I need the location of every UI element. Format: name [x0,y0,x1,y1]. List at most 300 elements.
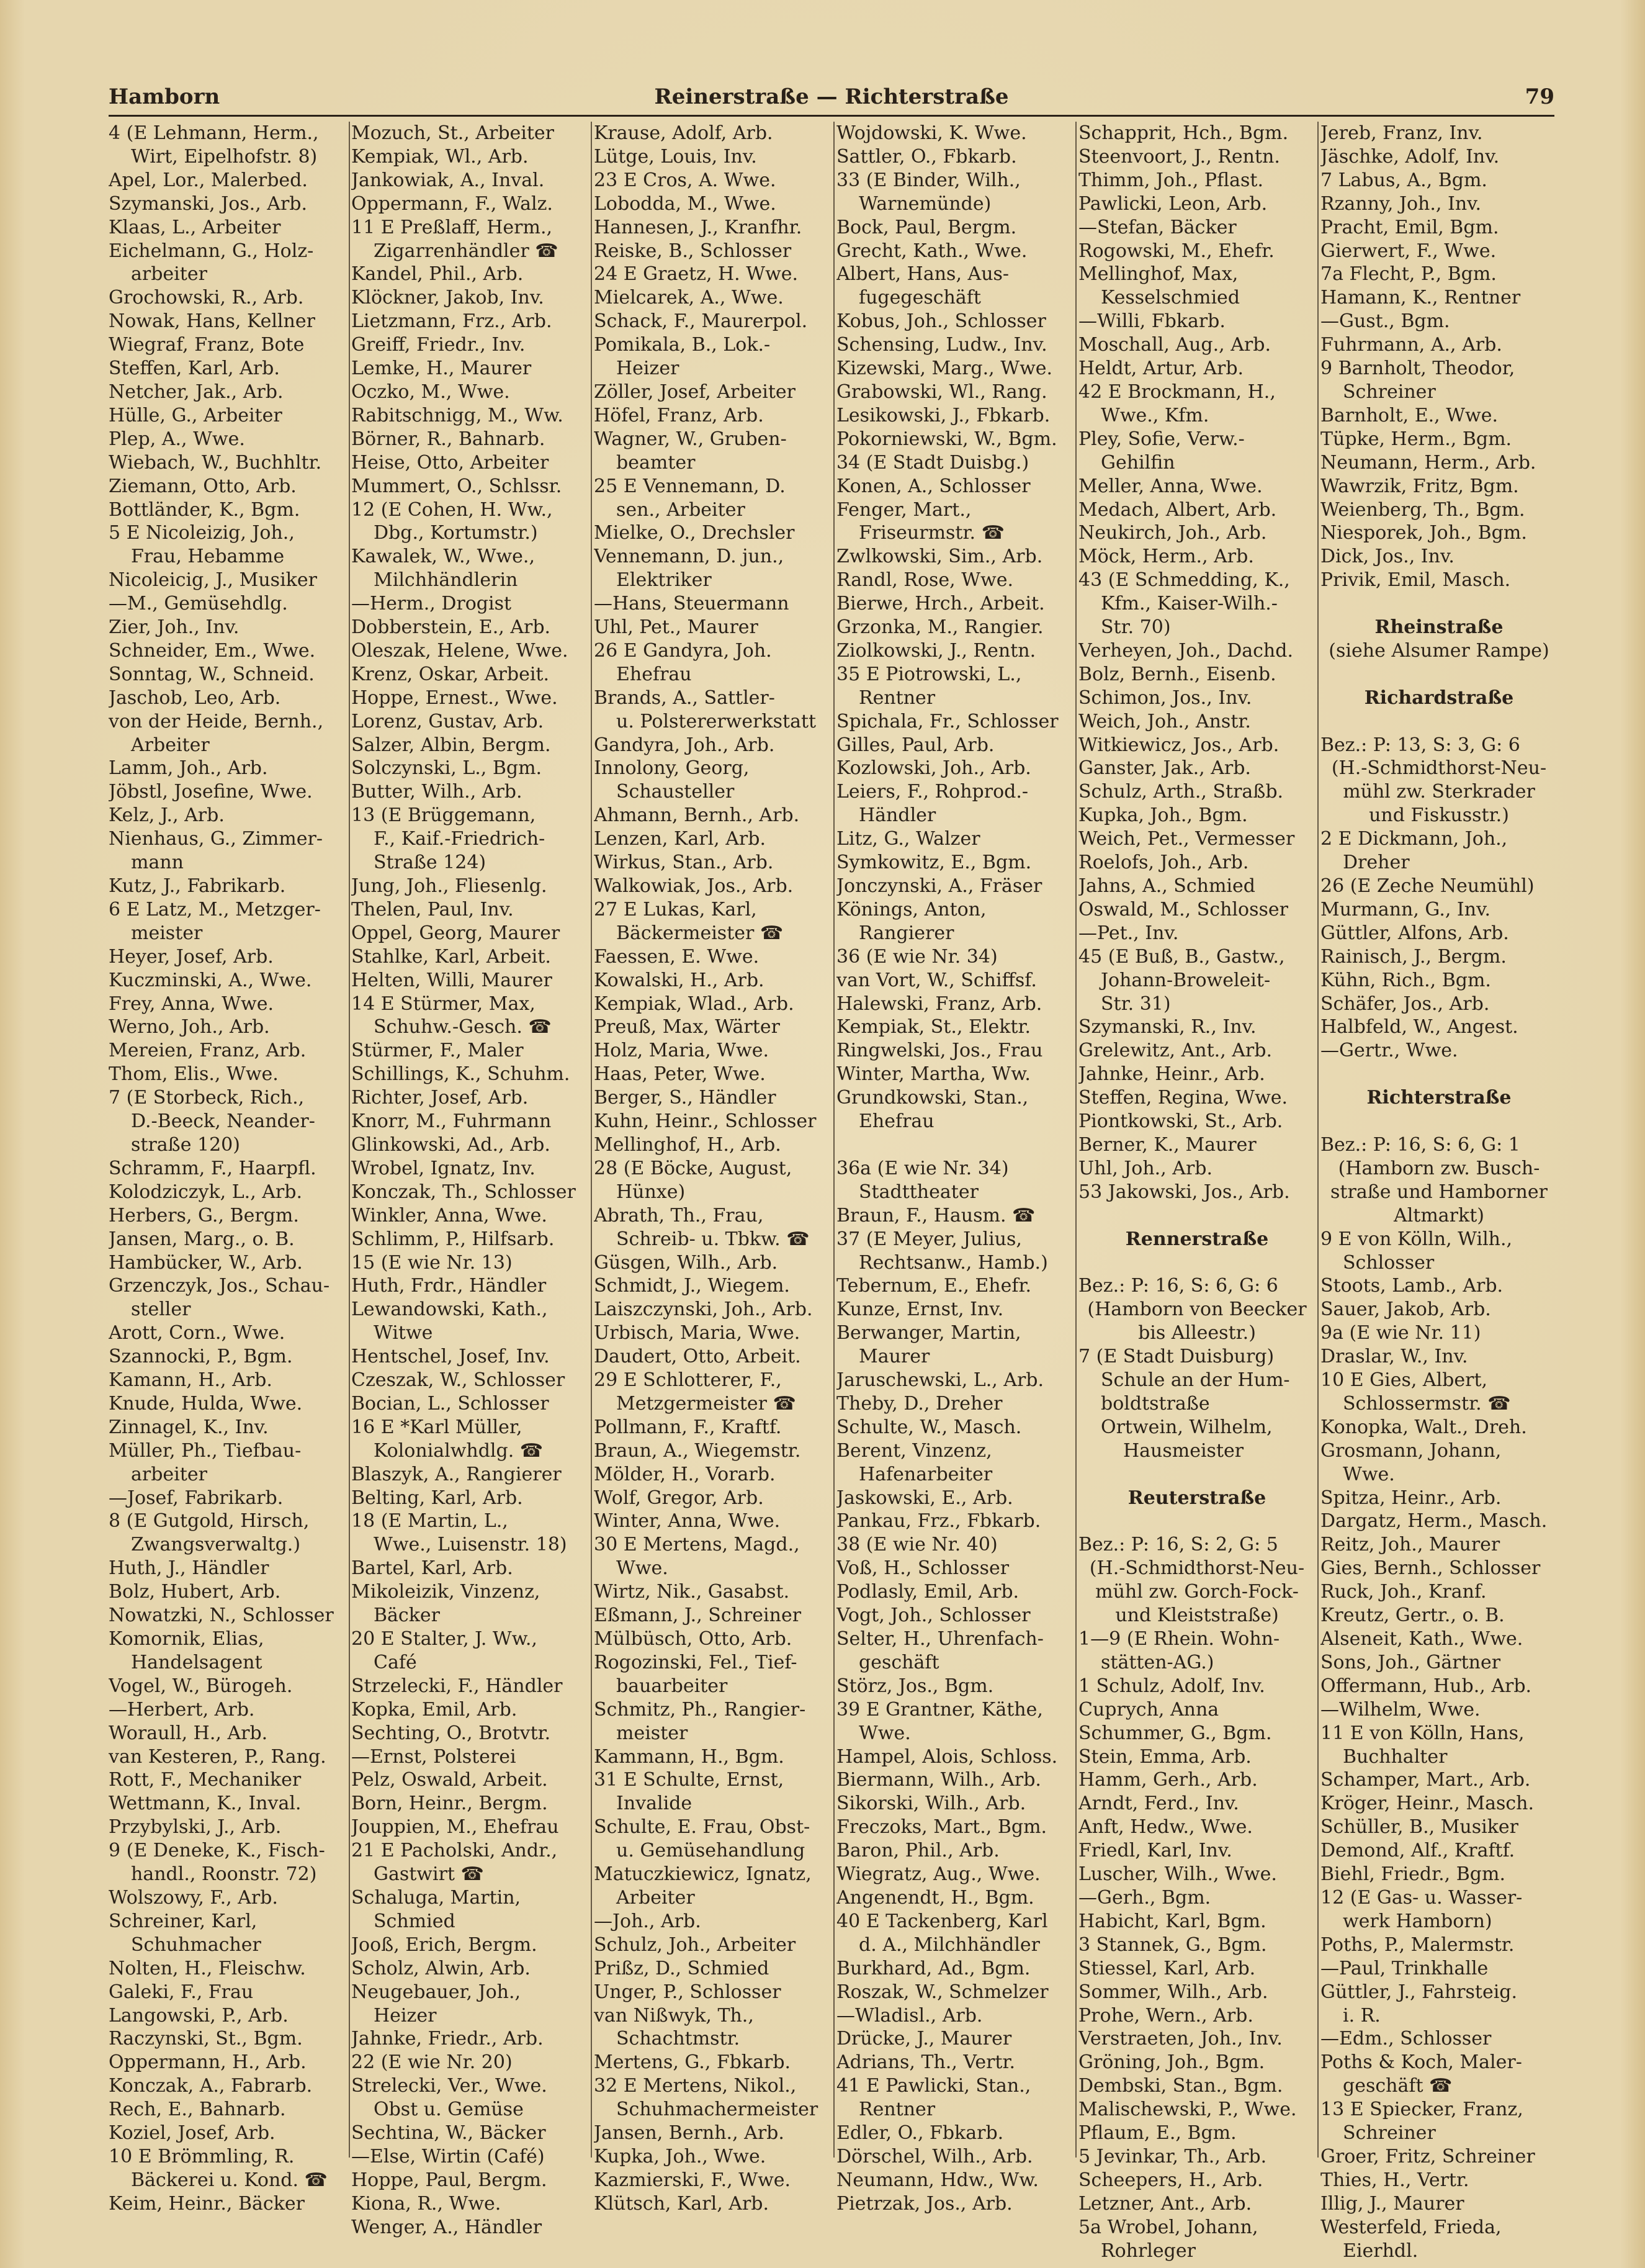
directory-entry: Prißz, D., Schmied [594,1957,769,1979]
directory-entry: Schulz, Joh., Arbeiter [594,1933,796,1956]
directory-entry: Kamann, H., Arb. [109,1369,272,1392]
directory-entry: Edler, O., Fbkarb. [836,2122,1004,2144]
directory-entry: Freczoks, Mart., Bgm. [836,1816,1047,1838]
directory-entry: Schachtmstr. [616,2028,740,2050]
directory-entry: Bartel, Karl, Arb. [351,1557,513,1580]
directory-entry: Wwe., Luisenstr. 18) [374,1534,567,1556]
directory-entry: Ringwelski, Jos., Frau [836,1040,1043,1062]
directory-entry: Wiegraf, Franz, Bote [109,334,305,356]
directory-entry: van Nißwyk, Th., [594,2004,754,2027]
directory-entry: i. R. [1343,2004,1381,2027]
directory-entry: Nowatzki, N., Schlosser [109,1604,334,1627]
directory-entry: Hausmeister [1123,1439,1244,1462]
directory-entry: Wiegratz, Aug., Wwe. [836,1863,1041,1886]
directory-entry: Hülle, G., Arbeiter [109,404,282,426]
directory-entry: Arndt, Ferd., Inv. [1078,1793,1239,1815]
directory-entry: Schreiner [1343,380,1436,403]
directory-entry: 9 (E Deneke, K., Fisch- [109,1840,325,1862]
directory-entry: Knude, Hulda, Wwe. [109,1392,303,1415]
directory-entry: Urbisch, Maria, Wwe. [594,1322,800,1344]
directory-entry: Grzonka, M., Rangier. [836,616,1044,639]
directory-entry: Grosmann, Johann, [1320,1439,1502,1462]
directory-entry: Theby, D., Dreher [836,1392,1003,1415]
directory-entry: Kopka, Emil, Arb. [351,1698,518,1721]
directory-entry: Born, Heinr., Bergm. [351,1793,548,1815]
directory-entry: Herbers, G., Bergm. [109,1204,299,1226]
directory-entry: Lewandowski, Kath., [351,1298,548,1321]
directory-entry: Glinkowski, Ad., Arb. [351,1133,550,1156]
directory-entry: 4 (E Lehmann, Herm., [109,122,319,144]
directory-entry: 22 (E wie Nr. 20) [351,2051,513,2074]
directory-entry: Frau, Hebamme [131,546,285,568]
directory-entry: Schmied [374,1910,455,1932]
directory-entry: Kfm., Kaiser-Wilh.- [1101,593,1278,615]
directory-entry: —Willi, Fbkarb. [1078,310,1226,333]
directory-entry: Piontkowski, St., Arb. [1078,1110,1283,1133]
directory-entry: Zigarrenhändler ☎ [374,240,558,262]
directory-entry: Sommer, Wilh., Arb. [1078,1981,1268,2003]
directory-entry: Rech, E., Bahnarb. [109,2099,286,2121]
page-header [109,78,1554,115]
directory-entry: Bierwe, Hrch., Arbeit. [836,593,1045,615]
directory-entry: —Pet., Inv. [1078,922,1179,944]
directory-entry: 8 (E Gutgold, Hirsch, [109,1510,310,1532]
directory-entry: Tebernum, E., Ehefr. [836,1275,1032,1297]
directory-entry: Schamper, Mart., Arb. [1320,1769,1531,1791]
directory-entry: Oppermann, F., Walz. [351,192,553,215]
directory-entry: Matuczkiewicz, Ignatz, [594,1863,812,1886]
directory-entry: Czeszak, W., Schlosser [351,1369,565,1392]
directory-entry: 7 (E Storbeck, Rich., [109,1087,305,1109]
directory-entry: Kutz, J., Fabrikarb. [109,875,286,897]
street-description: Altmarkt) [1394,1204,1484,1226]
street-description: (H.-Schmidthorst-Neu- [1089,1557,1305,1580]
directory-entry: Wrobel, Ignatz, Inv. [351,1157,536,1179]
directory-entry: Milchhändlerin [374,569,518,592]
directory-entry: 32 E Mertens, Nikol., [594,2075,797,2097]
directory-entry [1320,592,1558,616]
directory-entry: Gierwert, F., Wwe. [1320,240,1497,262]
directory-entry: Schlossermstr. ☎ [1343,1392,1511,1415]
directory-entry: Zinnagel, K., Inv. [109,1416,269,1438]
directory-entry: Händler [859,804,936,827]
directory-entry: Brands, A., Sattler- [594,686,775,709]
directory-entry: Spichala, Fr., Schlosser [836,710,1059,732]
directory-entry: Wolszowy, F., Arb. [109,1886,278,1909]
directory-entry: van Kesteren, P., Rang. [109,1745,326,1768]
directory-entry: Kuhn, Heinr., Schlosser [594,1110,817,1133]
directory-entry: Hannesen, J., Kranfhr. [594,216,802,238]
directory-entry: Kawalek, W., Wwe., [351,546,536,568]
directory-entry: Biehl, Friedr., Bgm. [1320,1863,1505,1886]
directory-entry: Kazmierski, F., Wwe. [594,2169,791,2191]
directory-entry: Kolodziczyk, L., Arb. [109,1181,303,1203]
directory-entry: Preuß, Max, Wärter [594,1016,780,1038]
directory-entry: Sattler, O., Fbkarb. [836,145,1017,168]
directory-entry: Podlasly, Emil, Arb. [836,1581,1020,1603]
directory-entry: Könings, Anton, [836,898,987,920]
directory-entry: F., Kaif.-Friedrich- [374,828,545,850]
directory-entry: Bottländer, K., Bgm. [109,498,300,521]
directory-entry: Schäfer, Jos., Arb. [1320,992,1490,1015]
directory-entry: Dobberstein, E., Arb. [351,616,551,639]
directory-entry: 11 E von Kölln, Hans, [1320,1722,1525,1744]
directory-entry: Hamann, K., Rentner [1320,287,1521,309]
directory-entry: 31 E Schulte, Ernst, [594,1769,784,1791]
directory-entry: Raczynski, St., Bgm. [109,2028,303,2050]
directory-entry: Konczak, A., Fabrarb. [109,2075,313,2097]
directory-entry: Jaskowski, E., Arb. [836,1487,1013,1509]
directory-entry: Schreib- u. Tbkw. ☎ [616,1228,810,1250]
directory-entry: Leiers, F., Rohprod.- [836,781,1029,803]
directory-entry [1078,1463,1316,1487]
directory-entry: Salzer, Albin, Bergm. [351,734,551,756]
directory-entry: —Herbert, Arb. [109,1698,255,1721]
directory-entry: 1—9 (E Rhein. Wohn- [1078,1628,1280,1650]
directory-entry: —Gertr., Wwe. [1320,1040,1458,1062]
directory-entry: 15 (E wie Nr. 13) [351,1251,513,1274]
directory-entry: Jooß, Erich, Bergm. [351,1933,537,1956]
column-divider [1075,122,1077,2158]
directory-entry: Schlimm, P., Hilfsarb. [351,1228,555,1250]
directory-entry: Schensing, Ludw., Inv. [836,334,1047,356]
directory-entry: Roszak, W., Schmelzer [836,1981,1049,2003]
directory-entry: Buchhalter [1343,1745,1448,1768]
directory-entry: Drücke, J., Maurer [836,2028,1012,2050]
directory-entry: Schuhw.-Gesch. ☎ [374,1016,552,1038]
directory-entry: Luscher, Wilh., Wwe. [1078,1863,1277,1886]
directory-entry: Arbeiter [131,734,210,756]
directory-entry: 7a Flecht, P., Bgm. [1320,263,1497,286]
directory-entry: Wirt, Eipelhofstr. 8) [131,145,318,168]
directory-entry: Knorr, M., Fuhrmann [351,1110,552,1133]
directory-entry: Rogozinski, Fel., Tief- [594,1651,797,1673]
directory-entry: Kiona, R., Wwe. [351,2192,501,2215]
directory-entry: Barnholt, E., Wwe. [1320,404,1499,426]
directory-entry: Nowak, Hans, Kellner [109,310,315,333]
directory-entry: Bocian, L., Schlosser [351,1392,549,1415]
directory-entry: Rogowski, M., Ehefr. [1078,240,1275,262]
directory-entry: 12 (E Gas- u. Wasser- [1320,1886,1523,1909]
directory-entry: Faessen, E. Wwe. [594,945,760,968]
directory-entry: Thom, Elis., Wwe. [109,1063,279,1086]
directory-entry: Biermann, Wilh., Arb. [836,1769,1041,1791]
directory-entry: Jöbstl, Josefine, Wwe. [109,781,313,803]
column-divider [349,122,350,2158]
directory-entry: 9 E von Kölln, Wilh., [1320,1228,1513,1250]
directory-entry: 13 E Spiecker, Franz, [1320,2099,1523,2121]
directory-entry: steller [131,1298,191,1321]
directory-entry: 9a (E wie Nr. 11) [1320,1322,1481,1344]
directory-entry: Lesikowski, J., Fbkarb. [836,404,1051,426]
directory-entry: bauarbeiter [616,1675,728,1697]
directory-entry: Höfel, Franz, Arb. [594,404,764,426]
directory-entry: Offermann, Hub., Arb. [1320,1675,1532,1697]
directory-entry: Straße 124) [374,852,486,874]
directory-entry: Thimm, Joh., Pflast. [1078,169,1263,191]
directory-entry: u. Polstererwerkstatt [616,710,817,732]
directory-entry: Wawrzik, Fritz, Bgm. [1320,475,1519,497]
directory-entry: Apel, Lor., Malerbed. [109,169,308,191]
street-description: mühl zw. Gorch-Fock- [1095,1581,1299,1603]
directory-entry: Mozuch, St., Arbeiter [351,122,555,144]
directory-entry: Konen, A., Schlosser [836,475,1031,497]
directory-entry: Bolz, Bernh., Eisenb. [1078,663,1276,685]
directory-entry: Bez.: P: 16, S: 2, G: 5 [1078,1534,1278,1556]
page-number: 79 [1525,84,1554,109]
directory-entry: Scholz, Alwin, Arb. [351,1957,531,1979]
directory-entry: Burkhard, Ad., Bgm. [836,1957,1031,1979]
directory-entry: Mölder, H., Vorarb. [594,1463,776,1485]
directory-entry: Bäckermeister ☎ [616,922,784,944]
directory-entry: Moschall, Aug., Arb. [1078,334,1271,356]
directory-entry: Weienberg, Th., Bgm. [1320,498,1525,521]
directory-entry: Gastwirt ☎ [374,1863,484,1886]
directory-entry: Ortwein, Wilhelm, [1101,1416,1273,1438]
directory-entry: Jonczynski, A., Fräser [836,875,1042,897]
directory-entry: Uhl, Pet., Maurer [594,616,758,639]
directory-entry: 2 E Dickmann, Joh., [1320,828,1508,850]
directory-entry: 16 E *Karl Müller, [351,1416,522,1438]
directory-entry: Medach, Albert, Arb. [1078,498,1277,521]
directory-entry: 30 E Mertens, Magd., [594,1534,800,1556]
directory-entry: mann [131,852,184,874]
directory-entry: Sons, Joh., Gärtner [1320,1651,1501,1673]
directory-entry: geschäft ☎ [1343,2075,1453,2097]
directory-entry: Pietrzak, Jos., Arb. [836,2192,1013,2215]
street-description: (Hamborn von Beecker [1087,1298,1307,1321]
directory-entry: Schulte, E. Frau, Obst- [594,1816,810,1838]
directory-entry: Baron, Phil., Arb. [836,1840,1000,1862]
directory-column-5 [1078,122,1316,2262]
directory-entry: Braun, A., Wiegemstr. [594,1439,801,1462]
directory-entry: Westerfeld, Frieda, [1320,2216,1502,2238]
directory-entry: 25 E Vennemann, D. [594,475,786,497]
directory-entry: Fenger, Mart., [836,498,972,521]
directory-entry: Komornik, Elias, [109,1628,264,1650]
directory-entry: werk Hamborn) [1343,1910,1492,1932]
directory-entry: Sechtina, W., Bäcker [351,2122,546,2144]
street-heading: Reuterstraße [1127,1487,1266,1509]
directory-entry: Thelen, Paul, Inv. [351,898,514,920]
directory-entry: 42 E Brockmann, H., [1078,380,1276,403]
directory-entry: Kreutz, Gertr., o. B. [1320,1604,1505,1627]
directory-entry: von der Heide, Bernh., [109,710,324,732]
directory-entry: Wenger, A., Händler [351,2216,542,2238]
directory-entry: Witwe [374,1322,433,1344]
directory-entry: Pawlicki, Leon, Arb. [1078,192,1268,215]
directory-entry: 37 (E Meyer, Julius, [836,1228,1022,1250]
directory-entry: 10 E Brömmling, R. [109,2145,295,2167]
directory-entry: Metzgermeister ☎ [616,1392,796,1415]
directory-entry: Kühn, Rich., Bgm. [1320,969,1491,991]
directory-entry: Steenvoort, J., Rentn. [1078,145,1280,168]
directory-entry: Stoots, Lamb., Arb. [1320,1275,1504,1297]
directory-entry: Eßmann, J., Schreiner [594,1604,802,1627]
directory-entry: —Stefan, Bäcker [1078,216,1237,238]
directory-entry: Eierhdl. [1343,2239,1419,2262]
directory-entry: 21 E Pacholski, Andr., [351,1840,558,1862]
street-description: bis Alleestr.) [1138,1322,1256,1344]
directory-entry: Jung, Joh., Fliesenlg. [351,875,547,897]
directory-entry: Krenz, Oskar, Arbeit. [351,663,550,685]
directory-entry: Schimon, Jos., Inv. [1078,686,1252,709]
directory-entry: Halewski, Franz, Arb. [836,992,1042,1015]
directory-entry: —Paul, Trinkhalle [1320,1957,1489,1979]
directory-entry: fugegeschäft [859,287,981,309]
directory-entry: Schapprit, Hch., Bgm. [1078,122,1289,144]
directory-entry: Holz, Maria, Wwe. [594,1040,769,1062]
directory-entry: Stadttheater [859,1181,979,1203]
directory-entry: Butter, Wilh., Arb. [351,781,522,803]
directory-entry: Mellinghof, H., Arb. [594,1133,781,1156]
directory-entry: Neukirch, Joh., Arb. [1078,522,1267,544]
directory-entry: 29 E Schlotterer, F., [594,1369,782,1392]
directory-entry: Kowalski, H., Arb. [594,969,764,991]
directory-entry: Schreiner, Karl, [109,1910,258,1932]
directory-entry: Kizewski, Marg., Wwe. [836,358,1053,380]
directory-entry: Kupka, Joh., Bgm. [1078,804,1248,827]
directory-entry: 33 (E Binder, Wilh., [836,169,1021,191]
directory-column-2 [351,122,588,2239]
directory-entry: Winkler, Anna, Wwe. [351,1204,547,1226]
directory-entry: 35 E Piotrowski, L., [836,663,1022,685]
directory-entry: Strzelecki, F., Händler [351,1675,563,1697]
directory-entry: Kandel, Phil., Arb. [351,263,524,286]
directory-entry: Kunze, Ernst, Inv. [836,1298,1004,1321]
directory-entry: Bäckerei u. Kond. ☎ [131,2169,328,2191]
directory-entry: Schlosser [1343,1251,1435,1274]
directory-entry: Kupka, Joh., Wwe. [594,2145,766,2167]
directory-entry: Haas, Peter, Wwe. [594,1063,766,1086]
directory-entry: Wettmann, K., Inval. [109,1793,302,1815]
directory-entry: 13 (E Brüggemann, [351,804,536,827]
directory-entry: Friedl, Karl, Inv. [1078,1840,1232,1862]
directory-entry: Malischewski, P., Wwe. [1078,2099,1297,2121]
directory-entry: Möck, Herm., Arb. [1078,546,1254,568]
directory-entry: Dbg., Kortumstr.) [374,522,538,544]
directory-entry: Str. 31) [1101,992,1171,1015]
directory-entry: Bolz, Hubert, Arb. [109,1581,281,1603]
directory-entry: Huth, Frdr., Händler [351,1275,547,1297]
directory-entry: Lenzen, Karl, Arb. [594,828,766,850]
directory-entry: Dembski, Stan., Bgm. [1078,2075,1283,2097]
directory-entry: Kozlowski, Joh., Arb. [836,757,1031,780]
directory-entry: 5 Jevinkar, Th., Arb. [1078,2145,1267,2167]
directory-entry: Hambücker, W., Arb. [109,1251,303,1274]
directory-entry: Pflaum, E., Bgm. [1078,2122,1237,2144]
directory-entry: Nolten, H., Fleischw. [109,1957,306,1979]
directory-entry: 26 (E Zeche Neumühl) [1320,875,1535,897]
directory-entry: Schmitz, Ph., Rangier- [594,1698,806,1721]
directory-entry: Voß, H., Schlosser [836,1557,1010,1580]
directory-entry: —Wilhelm, Wwe. [1320,1698,1481,1721]
directory-entry: Güttler, Alfons, Arb. [1320,922,1509,944]
directory-entry: Rohrleger [1101,2239,1196,2262]
directory-entry: Schuhmacher [131,1933,261,1956]
directory-entry: Sikorski, Wilh., Arb. [836,1793,1026,1815]
directory-entry: Koziel, Josef, Arb. [109,2122,276,2144]
directory-entry: Fuhrmann, A., Arb. [1320,334,1502,356]
directory-entry: Symkowitz, E., Bgm. [836,852,1032,874]
directory-entry: Spitza, Heinr., Arb. [1320,1487,1502,1509]
directory-entry: Szymanski, Jos., Arb. [109,192,308,215]
directory-entry: Kröger, Heinr., Masch. [1320,1793,1535,1815]
directory-entry: Cuprych, Anna [1078,1698,1219,1721]
directory-entry: 9 Barnholt, Theodor, [1320,358,1515,380]
directory-entry: Rentner [859,686,936,709]
directory-entry: Str. 70) [1101,616,1171,639]
directory-entry: Jouppien, M., Ehefrau [351,1816,559,1838]
directory-entry: 23 E Cros, A. Wwe. [594,169,776,191]
directory-entry: Wirtz, Nik., Gasabst. [594,1581,790,1603]
directory-entry: 24 E Graetz, H. Wwe. [594,263,799,286]
directory-entry: Belting, Karl, Arb. [351,1487,523,1509]
directory-entry: 27 E Lukas, Karl, [594,898,757,920]
directory-entry: Vogel, W., Bürogeh. [109,1675,293,1697]
directory-entry: Eichelmann, G., Holz- [109,240,314,262]
directory-entry: Kesselschmied [1101,287,1240,309]
directory-entry: Jansen, Marg., o. B. [109,1228,295,1250]
directory-entry: Oppel, Georg, Maurer [351,922,560,944]
directory-entry: Wiebach, W., Buchhltr. [109,451,322,474]
directory-entry: Albert, Hans, Aus- [836,263,1010,286]
directory-entry: Lorenz, Gustav, Arb. [351,710,544,732]
directory-entry: Mellinghof, Max, [1078,263,1239,286]
directory-entry: Stiessel, Karl, Arb. [1078,1957,1256,1979]
street-description: straße und Hamborner [1330,1181,1548,1203]
directory-entry: Schuhmachermeister [616,2099,818,2121]
directory-entry: —Joh., Arb. [594,1910,701,1932]
directory-entry: Lemke, H., Maurer [351,358,532,380]
directory-entry [1078,1251,1316,1275]
directory-entry: Schmidt, J., Wiegem. [594,1275,790,1297]
directory-entry: Heizer [616,358,679,380]
directory-entry: Zwangsverwaltg.) [131,1534,301,1556]
directory-entry: Roelofs, Joh., Arb. [1078,852,1249,874]
directory-entry: Handelsagent [131,1651,262,1673]
directory-entry: Szannocki, P., Bgm. [109,1346,293,1368]
directory-entry: Woraull, H., Arb. [109,1722,268,1744]
directory-entry: Café [374,1651,417,1673]
directory-entry: Frey, Anna, Wwe. [109,992,274,1015]
directory-entry: Ziemann, Otto, Arb. [109,475,297,497]
directory-entry: Lütge, Louis, Inv. [594,145,757,168]
directory-entry: Schillings, K., Schuhm. [351,1063,570,1086]
directory-entry: Hamm, Gerh., Arb. [1078,1769,1258,1791]
directory-entry: Pley, Sofie, Verw.- [1078,428,1245,450]
directory-entry: Vennemann, D. jun., [594,546,784,568]
directory-entry: Jahns, A., Schmied [1078,875,1255,897]
directory-entry: Maurer [859,1346,930,1368]
directory-entry: Blaszyk, A., Rangierer [351,1463,562,1485]
directory-entry: Richter, Josef, Arb. [351,1087,529,1109]
directory-entry: Berger, S., Händler [594,1087,776,1109]
directory-entry: Weich, Joh., Anstr. [1078,710,1251,732]
directory-entry: Grecht, Kath., Wwe. [836,240,1028,262]
directory-entry: Gröning, Joh., Bgm. [1078,2051,1265,2074]
directory-entry: Letzner, Ant., Arb. [1078,2192,1252,2215]
directory-entry: Verstraeten, Joh., Inv. [1078,2028,1283,2050]
directory-entry: Helten, Willi, Maurer [351,969,552,991]
directory-entry: D.-Beeck, Neander- [131,1110,315,1133]
directory-entry: Randl, Rose, Wwe. [836,569,1014,592]
directory-entry: Schulz, Arth., Straßb. [1078,781,1284,803]
directory-entry: Oppermann, H., Arb. [109,2051,307,2074]
directory-entry: Netcher, Jak., Arb. [109,380,284,403]
directory-entry: Ehefrau [859,1110,935,1133]
directory-entry: Alseneit, Kath., Wwe. [1320,1628,1523,1650]
